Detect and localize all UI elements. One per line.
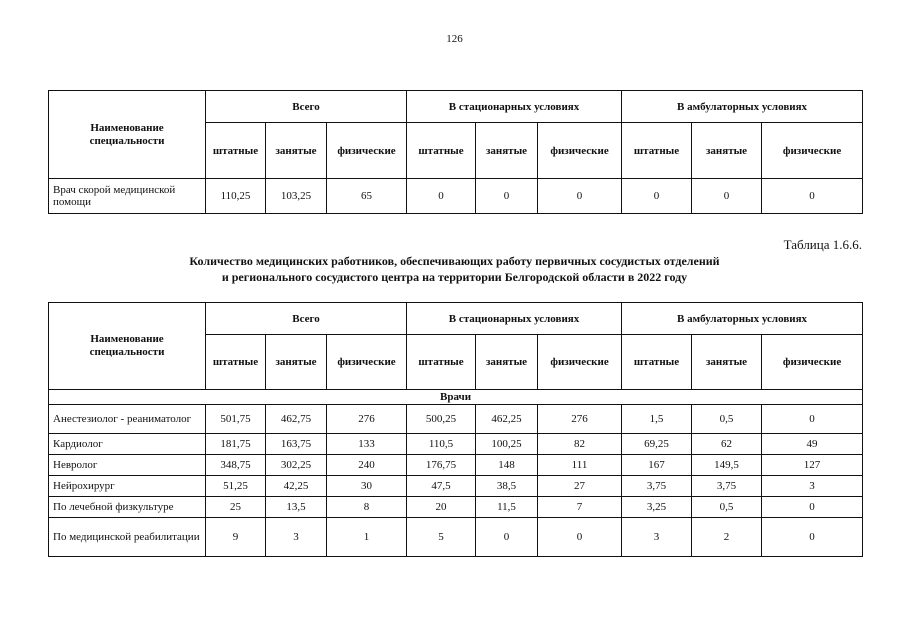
header-physical: физические	[762, 123, 863, 179]
row-specialty: По медицинской реабилитации	[49, 518, 206, 557]
header-staff: штатные	[407, 335, 476, 390]
cell: 110,25	[206, 179, 266, 214]
cell: 103,25	[266, 179, 327, 214]
header-physical: физические	[538, 123, 622, 179]
table-row	[49, 476, 863, 497]
cell: 110,5	[407, 434, 476, 455]
cell: 49	[762, 434, 863, 455]
header-total: Всего	[206, 91, 407, 123]
group-row	[49, 390, 863, 405]
header-staff: штатные	[407, 123, 476, 179]
cell: 149,5	[692, 455, 762, 476]
header-physical: физические	[538, 335, 622, 390]
header-outpatient: В амбулаторных условиях	[622, 303, 863, 335]
table-row	[49, 434, 863, 455]
cell: 348,75	[206, 455, 266, 476]
table-title	[0, 253, 909, 285]
cell: 51,25	[206, 476, 266, 497]
page-number: 126	[446, 33, 463, 45]
cell: 69,25	[622, 434, 692, 455]
cell: 0	[407, 179, 476, 214]
cell: 148	[476, 455, 538, 476]
header-staff: штатные	[622, 123, 692, 179]
cell: 0	[762, 518, 863, 557]
cell: 8	[327, 497, 407, 518]
cell: 111	[538, 455, 622, 476]
header-staff: штатные	[206, 123, 266, 179]
cell: 0,5	[692, 497, 762, 518]
header-occupied: занятые	[692, 335, 762, 390]
cell: 501,75	[206, 405, 266, 434]
header-occupied: занятые	[476, 335, 538, 390]
cell: 276	[327, 405, 407, 434]
cell: 38,5	[476, 476, 538, 497]
cell: 0	[762, 405, 863, 434]
cell: 11,5	[476, 497, 538, 518]
cell: 3,75	[692, 476, 762, 497]
cell: 27	[538, 476, 622, 497]
header-inpatient: В стационарных условиях	[407, 91, 622, 123]
cell: 127	[762, 455, 863, 476]
cell: 2	[692, 518, 762, 557]
table-row	[49, 405, 863, 434]
row-specialty: Анестезиолог - реаниматолог	[49, 405, 206, 434]
table-title-line: Количество медицинских работников, обеспечивающих работу первичных сосудистых отделений	[189, 254, 720, 268]
row-specialty: Невролог	[49, 455, 206, 476]
cell: 0	[762, 497, 863, 518]
cell: 0	[476, 518, 538, 557]
cell: 3	[762, 476, 863, 497]
header-physical: физические	[327, 123, 407, 179]
header-staff: штатные	[206, 335, 266, 390]
cell: 462,75	[266, 405, 327, 434]
table-row	[49, 518, 863, 557]
cell: 0	[538, 179, 622, 214]
cell: 0	[692, 179, 762, 214]
cell: 9	[206, 518, 266, 557]
cell: 5	[407, 518, 476, 557]
cell: 65	[327, 179, 407, 214]
cell: 240	[327, 455, 407, 476]
cell: 25	[206, 497, 266, 518]
header-specialty: Наименование специальности	[49, 91, 206, 179]
header-occupied: занятые	[692, 123, 762, 179]
cell: 302,25	[266, 455, 327, 476]
table-row	[49, 179, 863, 214]
header-specialty: Наименование специальности	[49, 303, 206, 390]
table-row	[49, 497, 863, 518]
cell: 7	[538, 497, 622, 518]
cell: 163,75	[266, 434, 327, 455]
cell: 82	[538, 434, 622, 455]
cell: 276	[538, 405, 622, 434]
cell: 167	[622, 455, 692, 476]
header-inpatient: В стационарных условиях	[407, 303, 622, 335]
cell: 47,5	[407, 476, 476, 497]
cell: 0	[476, 179, 538, 214]
cell: 0,5	[692, 405, 762, 434]
cell: 176,75	[407, 455, 476, 476]
cell: 100,25	[476, 434, 538, 455]
row-specialty: Кардиолог	[49, 434, 206, 455]
cell: 42,25	[266, 476, 327, 497]
table-ambulance-staff	[48, 90, 863, 214]
row-specialty: Нейрохирург	[49, 476, 206, 497]
header-staff: штатные	[622, 335, 692, 390]
header-outpatient: В амбулаторных условиях	[622, 91, 863, 123]
table-vascular-staff	[48, 302, 863, 557]
cell: 13,5	[266, 497, 327, 518]
cell: 62	[692, 434, 762, 455]
cell: 0	[538, 518, 622, 557]
cell: 20	[407, 497, 476, 518]
group-label: Врачи	[49, 390, 863, 405]
row-specialty: Врач скорой медицинской помощи	[49, 179, 206, 214]
table-row	[49, 455, 863, 476]
header-occupied: занятые	[266, 335, 327, 390]
row-specialty: По лечебной физкультуре	[49, 497, 206, 518]
header-total: Всего	[206, 303, 407, 335]
cell: 500,25	[407, 405, 476, 434]
table-label: Таблица 1.6.6.	[783, 237, 862, 252]
cell: 3,25	[622, 497, 692, 518]
cell: 30	[327, 476, 407, 497]
cell: 3	[622, 518, 692, 557]
cell: 1	[327, 518, 407, 557]
header-occupied: занятые	[266, 123, 327, 179]
cell: 181,75	[206, 434, 266, 455]
cell: 133	[327, 434, 407, 455]
cell: 1,5	[622, 405, 692, 434]
cell: 462,25	[476, 405, 538, 434]
cell: 3,75	[622, 476, 692, 497]
cell: 3	[266, 518, 327, 557]
cell: 0	[622, 179, 692, 214]
cell: 0	[762, 179, 863, 214]
header-physical: физические	[327, 335, 407, 390]
table-title-line: и регионального сосудистого центра на территории Белгородской области в 2022 году	[221, 270, 688, 284]
header-physical: физические	[762, 335, 863, 390]
header-occupied: занятые	[476, 123, 538, 179]
